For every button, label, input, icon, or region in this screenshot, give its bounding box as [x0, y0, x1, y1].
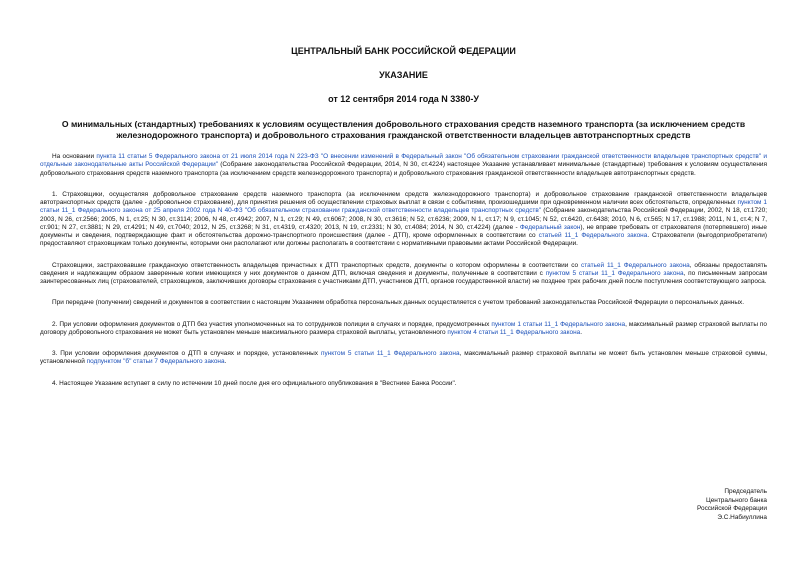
- intro-paragraph: [40, 153, 767, 178]
- p4-link-point-1[interactable]: пунктом 1 статьи 11_1 Федерального закона: [491, 320, 626, 328]
- intro-law-link[interactable]: пункта 11 статьи 5 Федерального закона от 21 июля 2014 года N 223-ФЗ "О внесении изменений в Федеральный закон "Об обязательном страховании гражданской ответственности владельцев транспортных средств" и отдельные законодательные акты Российской Федерации": [40, 153, 768, 169]
- p2-text-1: Страховщики, застраховавшие гражданскую ответственность владельцев причастных к ДТП транспортных средств, документы о котором оформлены в соответствии со: [52, 261, 582, 269]
- intro-text-1: На основании: [52, 153, 97, 160]
- document-title: О минимальных (стандартных) требованиях к условиям осуществления добровольного страхования средств наземного транспорта (за исключением средств железнодорожного транспорта) и добровольного страхования гражданской ответственности владельцев автотранспортных средств: [61, 119, 746, 140]
- paragraph-1-part-2: [40, 262, 767, 287]
- issuer-heading: ЦЕНТРАЛЬНЫЙ БАНК РОССИЙСКОЙ ФЕДЕРАЦИИ: [291, 46, 516, 56]
- p1-text-4: . Страхователи (выгодоприобретатели) предоставляют страховщикам только документы, которыми они располагают или должны располагать в соответствии с нормативными правовыми актами Российской Федерации.: [40, 232, 767, 248]
- signature-organization-2: Российской Федерации: [696, 505, 767, 512]
- intro-text-2: (Собрание законодательства Российской Федерации, 2014, N 30, ст.4224) настоящее Указание устанавливает минимальные (стандартные) требования к условиям осуществления добровольного страхования средств наземного транспорта (за исключением средств железнодорожного транспорта) и добровольного страхования гражданской ответственности владельцев автотранспортных средств.: [40, 161, 767, 177]
- p6-text-1: 4. Настоящее Указание вступает в силу по истечении 10 дней после дня его официального опубликования в "Вестнике Банка России".: [52, 379, 457, 387]
- paragraph-2: [40, 321, 767, 338]
- p5-link-point-5[interactable]: пунктом 5 статьи 11_1 Федерального закона: [320, 350, 460, 357]
- p5-text-2: , максимальный размер страховой выплаты не может быть установлен меньше страховой суммы, установленной: [40, 350, 768, 366]
- p1-link-article-1[interactable]: пунктом 1 статьи 11_1 Федерального закона от 25 апреля 2002 года N 40-ФЗ "Об обязательном страховании гражданской ответственности владельцев транспортных средств": [40, 199, 767, 215]
- p2-text-3: , по письменным запросам заинтересованных лиц (страхователей, страховщиков, заключивших договоры страхования с участниками ДТП, участников ДТП, органов государственной власти) не позднее трех рабочих дней после поступления соответствующего запроса.: [40, 269, 768, 285]
- p1-link-article-11-1[interactable]: статьей 11_1 Федерального закона: [538, 232, 648, 239]
- p5-text-3: .: [224, 358, 227, 366]
- p1-text-3: ), не вправе требовать от страхователя (потерпевшего) иные документы и сведения, подтверждающие факт и обстоятельства дорожно-транспортного происшествия (далее - ДТП), кроме оформленных в соответствии со: [40, 223, 767, 239]
- p4-text-3: .: [580, 328, 583, 336]
- paragraph-1-part-3: [40, 299, 767, 307]
- document-date-number: от 12 сентября 2014 года N 3380-У: [328, 94, 479, 104]
- p5-text-1: 3. При условии оформления документов о ДТП в случаях и порядке, установленных: [52, 350, 321, 357]
- signature-name: Э.С.Набиуллина: [717, 513, 767, 521]
- p1-link-federal-law[interactable]: Федеральный закон: [519, 223, 581, 231]
- p2-link-point-5[interactable]: пунктом 5 статьи 11_1 Федерального закона: [545, 269, 684, 277]
- paragraph-1: [40, 191, 767, 249]
- p1-text-2: (Собрание законодательства Российской Федерации, 2002, N 18, ст.1720; 2003, N 26, ст.2566; 2005, N 1, ст.25; N 30, ст.3114; 2006, N 48, ст.4942; 2007, N 1, ст.29; N 49, ст.6067; 2008, N 30, ст.3616; N 52, ст.6236; 2009, N 1, ст.17; N 9, ст.1045; N 52, ст.6420, ст.6438; 2010, N 6, ст.565; N 17, ст.1988; 2011, N 1, ст.4; N 7, ст.901; N 27, ст.3881; N 29, ст.4291; N 49, ст.7040; 2012, N 25, ст.3268; N 31, ст.4319, ст.4320; 2013, N 19, ст.2331; N 30, ст.4084; 2014, N 30, ст.4224) (далее -: [40, 207, 767, 231]
- p4-text-2: , максимальный размер страховой выплаты по договору добровольного страхования не может быть установлен меньше максимального размера страховой выплаты, установленного: [40, 320, 767, 336]
- p2-link-article-11-1[interactable]: статьей 11_1 Федерального закона: [581, 261, 690, 269]
- p2-text-2: , обязаны предоставлять сведения и надлежащим образом заверенные копии имеющихся у них документов о данном ДТП, включая сведения и документы, полученные в соответствии с: [40, 261, 768, 277]
- signature-position: Председатель: [724, 488, 767, 495]
- paragraph-4: [40, 380, 767, 388]
- signature-organization: Центрального банка: [705, 496, 767, 504]
- p5-link-subpoint-b[interactable]: подпунктом "б" статьи 7 Федерального закона: [86, 358, 225, 366]
- p1-text-1: 1. Страховщики, осуществляя добровольное страхование средств наземного транспорта (за исключением средств железнодорожного транспорта) и добровольное страхование гражданской ответственности владельцев автотранспортных средств (далее - добровольное страхование), для принятия решения об осуществлении страховых выплат в связи с событиями, произошедшими при одновременном наличии всех обстоятельств, определенных: [40, 190, 767, 206]
- document-type-heading: УКАЗАНИЕ: [379, 70, 428, 80]
- p4-text-1: 2. При условии оформления документов о ДТП без участия уполномоченных на то сотрудников полиции в случаях и порядке, предусмотренных: [52, 320, 492, 328]
- p3-text-1: При передаче (получении) сведений и документов в соответствии с настоящим Указанием обработка персональных данных осуществляется с учетом требований законодательства Российской Федерации о персональных данных.: [52, 299, 744, 307]
- document-page: [40, 40, 767, 388]
- p4-link-point-4[interactable]: пунктом 4 статьи 11_1 Федерального закона: [447, 328, 581, 336]
- paragraph-3: [40, 350, 767, 367]
- signature-block: [697, 488, 767, 522]
